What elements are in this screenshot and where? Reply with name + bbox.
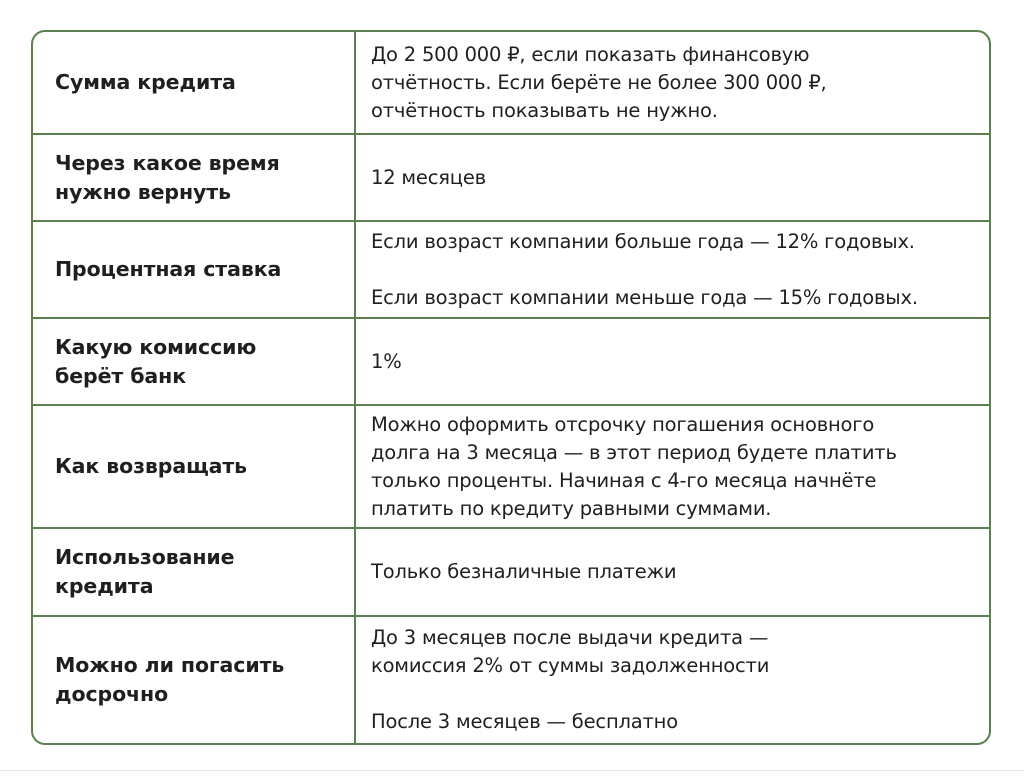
table-row-commission xyxy=(33,319,989,406)
row-value: 12 месяцев xyxy=(371,165,486,189)
row-value: До 3 месяцев после выдачи кредита — комиссия 2% от суммы задолженности После 3 месяцев — бесплатно xyxy=(371,626,770,733)
table-row-loan-amount xyxy=(33,32,989,135)
table-row-term xyxy=(33,135,989,222)
page-bottom-divider xyxy=(0,770,1024,771)
row-label: Какую комиссию берёт банк xyxy=(55,334,257,388)
row-value-cell xyxy=(356,617,989,743)
row-value-cell xyxy=(356,32,989,133)
row-value-cell xyxy=(356,135,989,220)
table-row-repayment xyxy=(33,406,989,529)
row-value: Если возраст компании больше года — 12% годовых. Если возраст компании меньше года — 15% годовых. xyxy=(371,229,918,309)
row-label-cell xyxy=(33,529,356,615)
row-value-cell xyxy=(356,222,989,317)
row-label-cell xyxy=(33,32,356,133)
row-value: 1% xyxy=(371,349,402,373)
credit-terms-table xyxy=(31,30,991,745)
row-label-cell xyxy=(33,617,356,743)
row-label-cell xyxy=(33,319,356,404)
row-value-cell xyxy=(356,406,989,527)
row-label: Как возвращать xyxy=(55,454,248,478)
table-row-interest-rate xyxy=(33,222,989,319)
row-label-cell xyxy=(33,406,356,527)
row-value-cell xyxy=(356,319,989,404)
row-label: Использование кредита xyxy=(55,545,235,598)
row-value: Только безналичные платежи xyxy=(371,560,677,583)
table-row-early-repayment xyxy=(33,617,989,743)
row-value-cell xyxy=(356,529,989,615)
row-label-cell xyxy=(33,135,356,220)
row-label-cell xyxy=(33,222,356,317)
row-value: Можно оформить отсрочку погашения основного долга на 3 месяца — в этот период будете платить только проценты. Начиная с 4-го месяца начнёте платить по кредиту равными суммами. xyxy=(371,412,897,520)
row-value: До 2 500 000 ₽, если показать финансовую отчётность. Если берёте не более 300 000 ₽, отчётность показывать не нужно. xyxy=(371,42,827,122)
table-row-usage xyxy=(33,529,989,617)
row-label: Сумма кредита xyxy=(55,70,236,94)
row-label: Через какое время нужно вернуть xyxy=(55,150,280,204)
row-label: Можно ли погасить досрочно xyxy=(55,653,285,706)
row-label: Процентная ставка xyxy=(55,257,282,281)
